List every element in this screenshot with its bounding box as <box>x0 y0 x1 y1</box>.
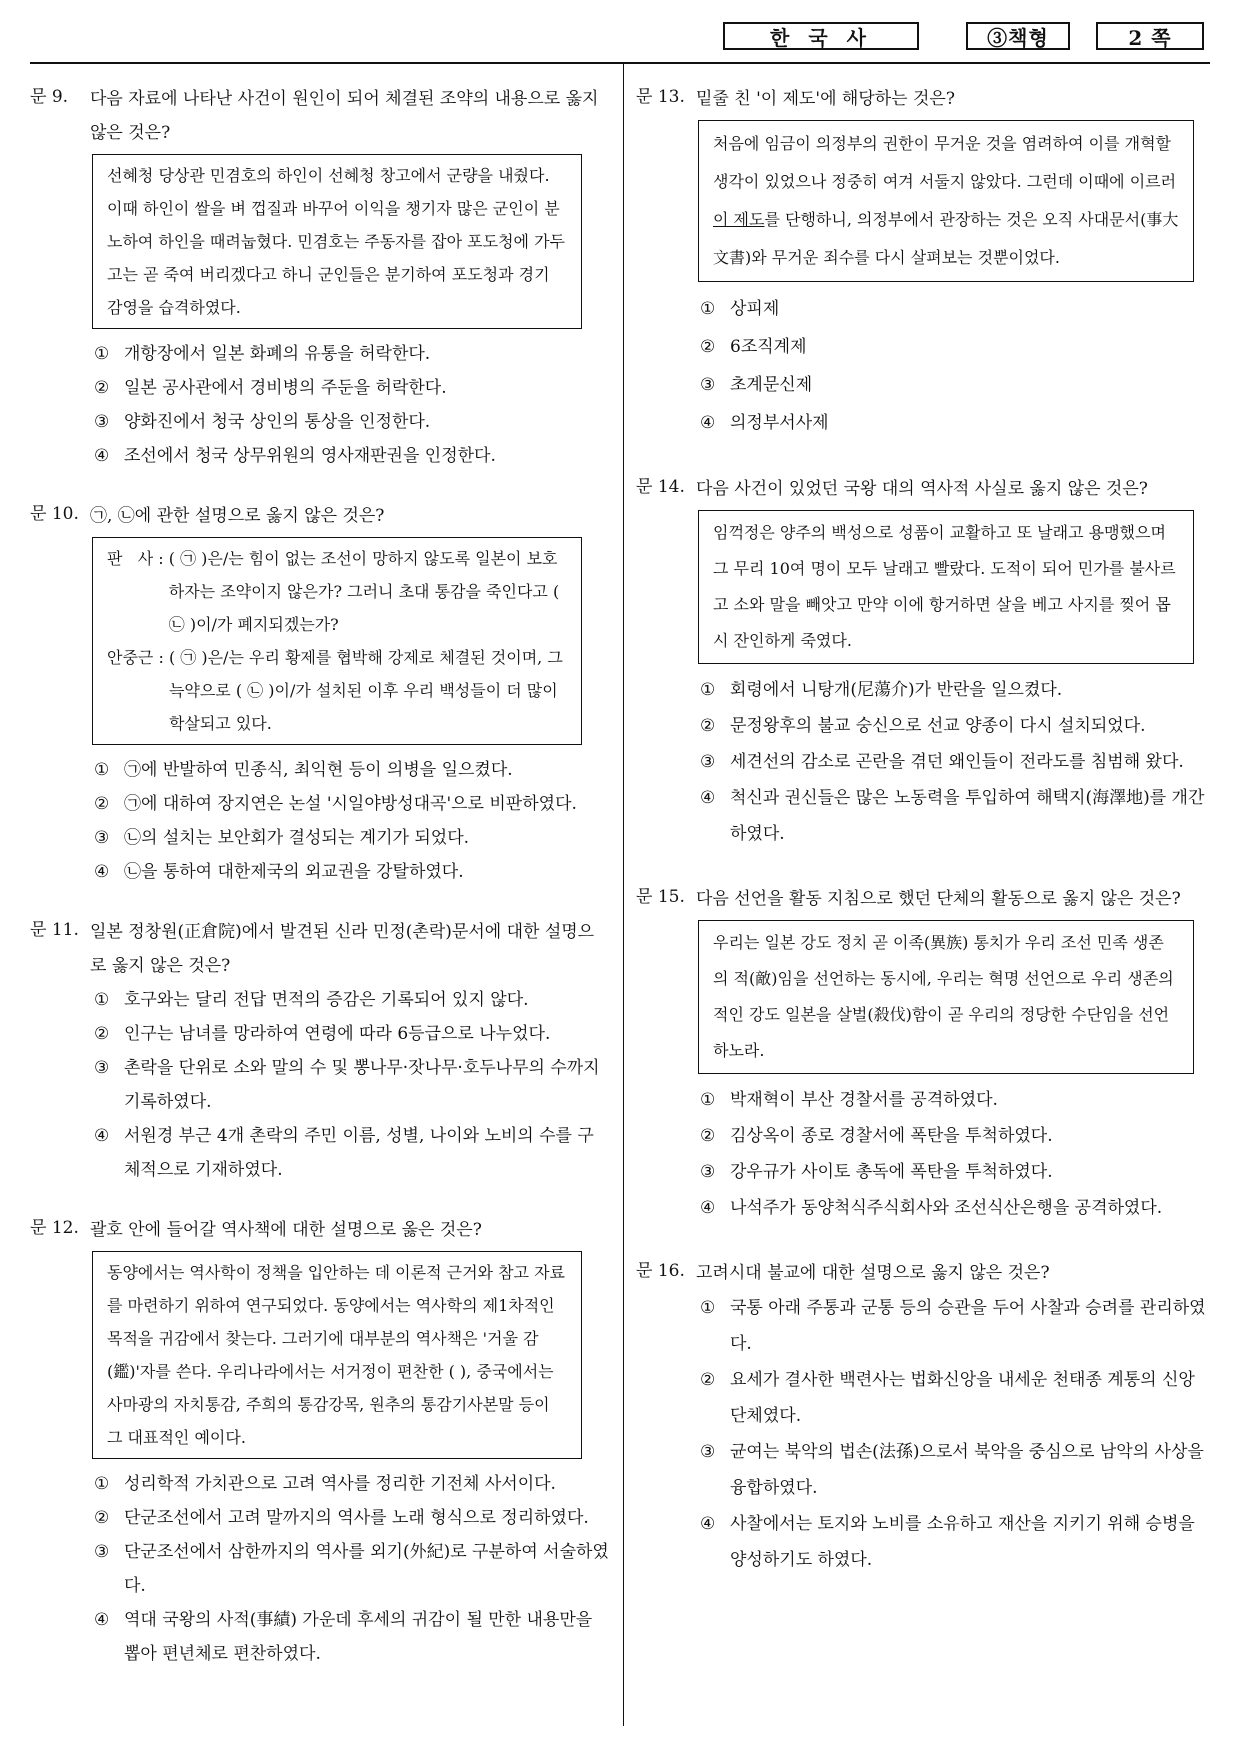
question-9 <box>30 82 610 473</box>
option-mark: ④ <box>94 446 110 466</box>
question-text: 고려시대 불교에 대한 설명으로 옳지 않은 것은? <box>696 1263 1050 1283</box>
question-number: 문 13. <box>636 87 685 107</box>
question-text: 일본 정창원(正倉院)에서 발견된 신라 민정(촌락)문서에 대한 설명으로 옳지 않은 것은? <box>90 922 595 976</box>
option-3[interactable] <box>696 1434 1210 1506</box>
option-1[interactable] <box>90 1467 610 1501</box>
question-number: 문 12. <box>30 1218 79 1238</box>
option-3[interactable] <box>90 405 610 439</box>
option-text: 국통 아래 주통과 군통 등의 승관을 두어 사찰과 승려를 관리하였다. <box>730 1298 1206 1354</box>
option-text: 문정왕후의 불교 숭신으로 선교 양종이 다시 설치되었다. <box>730 716 1146 736</box>
option-text: 서원경 부근 4개 촌락의 주민 이름, 성별, 나이와 노비의 수를 구체적으로 기재하였다. <box>124 1126 594 1180</box>
option-mark: ③ <box>700 1442 716 1462</box>
question-15 <box>636 882 1210 1226</box>
option-text: 조선에서 청국 상무위원의 영사재판권을 인정한다. <box>124 446 496 466</box>
option-mark: ③ <box>94 1542 110 1562</box>
option-text: 성리학적 가치관으로 고려 역사를 정리한 기전체 사서이다. <box>124 1474 556 1494</box>
question-number: 문 9. <box>30 87 69 107</box>
option-mark: ④ <box>700 788 716 808</box>
question-text: ㉠, ㉡에 관한 설명으로 옳지 않은 것은? <box>90 506 385 526</box>
option-text: 척신과 권신들은 많은 노동력을 투입하여 해택지(海澤地)를 개간하였다. <box>730 788 1205 844</box>
option-4[interactable] <box>90 439 610 473</box>
right-column <box>636 82 1210 1578</box>
speaker-text: ( ㉠ )은/는 힘이 없는 조선이 망하지 않도록 일본이 보호하자는 조약이지 않은가? 그러니 초대 통감을 죽인다고 ( ㉡ )이/가 폐지되겠는가? <box>168 549 560 634</box>
option-text: 강우규가 사이토 총독에 폭탄을 투척하였다. <box>730 1162 1053 1182</box>
subject-title: 한 국 사 <box>770 25 872 50</box>
column-divider <box>623 64 624 1726</box>
option-mark: ④ <box>94 1610 110 1630</box>
option-mark: ④ <box>700 1514 716 1534</box>
question-text: 다음 선언을 활동 지침으로 했던 단체의 활동으로 옳지 않은 것은? <box>696 889 1181 909</box>
option-text: ㉡의 설치는 보안회가 결성되는 계기가 되었다. <box>124 828 470 848</box>
option-text: ㉡을 통하여 대한제국의 외교권을 강탈하였다. <box>124 862 464 882</box>
option-mark: ④ <box>94 1126 110 1146</box>
option-mark: ③ <box>94 1058 110 1078</box>
option-3[interactable] <box>90 1535 610 1603</box>
option-4[interactable] <box>90 1603 610 1671</box>
option-2[interactable] <box>90 371 610 405</box>
source-box <box>698 920 1194 1074</box>
option-3[interactable] <box>90 1051 610 1119</box>
option-text: ㉠에 대하여 장지연은 논설 '시일야방성대곡'으로 비판하였다. <box>124 794 577 814</box>
source-box <box>92 1251 582 1459</box>
question-text: 밑줄 친 '이 제도'에 해당하는 것은? <box>696 89 955 109</box>
source-text: 우리는 일본 강도 정치 곧 이족(異族) 통치가 우리 조선 민족 생존의 적(敵)임을 선언하는 동시에, 우리는 혁명 선언으로 우리 생존의 적인 강도 일본을 살벌(殺伐)함이 곧 우리의 정당한 수단임을 선언하노라. <box>713 933 1174 1060</box>
question-12 <box>30 1213 610 1671</box>
option-text: 김상옥이 종로 경찰서에 폭탄을 투척하였다. <box>730 1126 1053 1146</box>
option-mark: ① <box>700 1298 716 1318</box>
option-text: 의정부서사제 <box>730 413 829 433</box>
question-13 <box>636 82 1210 442</box>
option-mark: ② <box>700 337 716 357</box>
option-2[interactable] <box>696 1362 1210 1434</box>
option-text: 역대 국왕의 사적(事績) 가운데 후세의 귀감이 될 만한 내용만을 뽑아 편년체로 편찬하였다. <box>124 1610 593 1664</box>
option-mark: ① <box>700 680 716 700</box>
option-mark: ③ <box>700 752 716 772</box>
option-mark: ① <box>700 1090 716 1110</box>
source-text: 임꺽정은 양주의 백성으로 성품이 교활하고 또 날래고 용맹했으며 그 무리 10여 명이 모두 날래고 빨랐다. 도적이 되어 민가를 불사르고 소와 말을 빼앗고 만약 이에 항거하면 살을 베고 사지를 찢어 몹시 잔인하게 죽였다. <box>713 523 1176 650</box>
question-number: 문 10. <box>30 504 79 524</box>
question-text: 다음 자료에 나타난 사건이 원인이 되어 체결된 조약의 내용으로 옳지 않은 것은? <box>90 89 599 143</box>
option-text: 촌락을 단위로 소와 말의 수 및 뽕나무·잣나무·호두나무의 수까지 기록하였다. <box>124 1058 600 1112</box>
question-10 <box>30 499 610 889</box>
option-mark: ② <box>700 1126 716 1146</box>
option-mark: ② <box>94 378 110 398</box>
option-3[interactable] <box>90 821 610 855</box>
form-type: ③책형 <box>987 25 1049 50</box>
option-3[interactable] <box>696 744 1210 780</box>
option-1[interactable] <box>90 983 610 1017</box>
left-column <box>30 82 610 1671</box>
option-mark: ① <box>94 1474 110 1494</box>
option-mark: ② <box>700 1370 716 1390</box>
option-mark: ① <box>94 760 110 780</box>
option-3[interactable] <box>696 1154 1210 1190</box>
option-mark: ③ <box>700 375 716 395</box>
option-1[interactable] <box>696 1082 1210 1118</box>
option-text: 단군조선에서 고려 말까지의 역사를 노래 형식으로 정리하였다. <box>124 1508 589 1528</box>
option-text: 개항장에서 일본 화폐의 유통을 허락한다. <box>124 344 431 364</box>
question-number: 문 16. <box>636 1261 685 1281</box>
option-text: 회령에서 니탕개(尼蕩介)가 반란을 일으켰다. <box>730 680 1063 700</box>
option-1[interactable] <box>696 1290 1210 1362</box>
option-text: ㉠에 반발하여 민종식, 최익현 등이 의병을 일으켰다. <box>124 760 513 780</box>
question-14 <box>636 472 1210 852</box>
option-1[interactable] <box>90 337 610 371</box>
question-text: 다음 사건이 있었던 국왕 대의 역사적 사실로 옳지 않은 것은? <box>696 479 1148 499</box>
option-4[interactable] <box>90 855 610 889</box>
source-box <box>92 537 582 745</box>
option-3[interactable] <box>696 366 1210 404</box>
option-mark: ① <box>94 344 110 364</box>
option-text: 호구와는 달리 전답 면적의 증감은 기록되어 있지 않다. <box>124 990 529 1010</box>
option-text: 양화진에서 청국 상인의 통상을 인정한다. <box>124 412 431 432</box>
option-2[interactable] <box>696 708 1210 744</box>
option-mark: ① <box>700 299 716 319</box>
speaker-label: 안중근 : <box>107 648 169 667</box>
source-text-before: 처음에 임금이 의정부의 권한이 무거운 것을 염려하여 이를 개혁할 생각이 있었으나 정중히 여겨 서둘지 않았다. 그런데 이때에 이르러 <box>713 134 1177 191</box>
question-11 <box>30 915 610 1187</box>
header-divider <box>30 62 1210 64</box>
option-mark: ② <box>94 1508 110 1528</box>
option-text: 단군조선에서 삼한까지의 역사를 외기(外紀)로 구분하여 서술하였다. <box>124 1542 609 1596</box>
speaker-text: ( ㉠ )은/는 우리 황제를 협박해 강제로 체결된 것이며, 그 늑약으로 ( ㉡ )이/가 설치된 이후 우리 백성들이 더 많이 학살되고 있다. <box>168 648 563 733</box>
option-mark: ④ <box>700 413 716 433</box>
underlined-term: 이 제도 <box>713 210 765 229</box>
option-mark: ② <box>94 1024 110 1044</box>
option-text: 일본 공사관에서 경비병의 주둔을 허락한다. <box>124 378 447 398</box>
question-number: 문 11. <box>30 920 79 940</box>
option-1[interactable] <box>90 753 610 787</box>
option-mark: ③ <box>700 1162 716 1182</box>
option-text: 균여는 북악의 법손(法孫)으로서 북악을 중심으로 남악의 사상을 융합하였다. <box>730 1442 1204 1498</box>
question-16 <box>636 1256 1210 1578</box>
option-1[interactable] <box>696 672 1210 708</box>
option-2[interactable] <box>696 328 1210 366</box>
source-text-after: 를 단행하니, 의정부에서 관장하는 것은 오직 사대문서(事大文書)와 무거운 죄수를 다시 살펴보는 것뿐이었다. <box>713 210 1179 267</box>
option-mark: ② <box>94 794 110 814</box>
option-1[interactable] <box>696 290 1210 328</box>
option-text: 상피제 <box>730 299 780 319</box>
option-mark: ③ <box>94 828 110 848</box>
page-box <box>1096 22 1204 50</box>
form-box <box>966 22 1070 50</box>
option-text: 요세가 결사한 백련사는 법화신앙을 내세운 천태종 계통의 신앙단체였다. <box>730 1370 1195 1426</box>
option-text: 세견선의 감소로 곤란을 겪던 왜인들이 전라도를 침범해 왔다. <box>730 752 1184 772</box>
subject-box <box>723 22 919 50</box>
option-text: 나석주가 동양척식주식회사와 조선식산은행을 공격하였다. <box>730 1198 1163 1218</box>
source-box <box>698 510 1194 664</box>
source-box <box>698 120 1194 282</box>
option-text: 인구는 남녀를 망라하여 연령에 따라 6등급으로 나누었다. <box>124 1024 551 1044</box>
page-number: 2 쪽 <box>1128 25 1172 50</box>
question-number: 문 14. <box>636 477 685 497</box>
option-4[interactable] <box>696 1190 1210 1226</box>
option-text: 초계문신제 <box>730 375 813 395</box>
option-text: 6조직계제 <box>730 337 807 357</box>
option-text: 사찰에서는 토지와 노비를 소유하고 재산을 지키기 위해 승병을 양성하기도 하였다. <box>730 1514 1195 1570</box>
dialogue-judge <box>107 542 567 641</box>
option-mark: ④ <box>94 862 110 882</box>
option-mark: ③ <box>94 412 110 432</box>
dialogue-ahn <box>107 641 567 740</box>
question-text: 괄호 안에 들어갈 역사책에 대한 설명으로 옳은 것은? <box>90 1220 482 1240</box>
option-2[interactable] <box>90 787 610 821</box>
source-text: 선혜청 당상관 민겸호의 하인이 선혜청 창고에서 군량을 내줬다. 이때 하인이 쌀을 벼 껍질과 바꾸어 이익을 챙기자 많은 군인이 분노하여 하인을 때려눕혔다. 민겸호는 주동자를 잡아 포도청에 가두고는 곧 죽여 버리겠다고 하니 군인들은 분기하여 포도청과 경기 감영을 습격하였다. <box>107 166 566 317</box>
option-2[interactable] <box>696 1118 1210 1154</box>
speaker-label: 판 사 : <box>107 549 169 568</box>
option-text: 박재혁이 부산 경찰서를 공격하였다. <box>730 1090 998 1110</box>
option-4[interactable] <box>90 1119 610 1187</box>
option-4[interactable] <box>696 404 1210 442</box>
option-2[interactable] <box>90 1017 610 1051</box>
option-mark: ④ <box>700 1198 716 1218</box>
source-text: 동양에서는 역사학이 정책을 입안하는 데 이론적 근거와 참고 자료를 마련하기 위하여 연구되었다. 동양에서는 역사학의 제1차적인 목적을 귀감에서 찾는다. 그러기에 대부분의 역사책은 '거울 감(鑑)'자를 쓴다. 우리나라에서는 서거정이 편찬한 ( ), 중국에서는 사마광의 자치통감, 주희의 통감강목, 원추의 통감기사본말 등이 그 대표적인 예이다. <box>107 1263 566 1447</box>
option-mark: ② <box>700 716 716 736</box>
option-4[interactable] <box>696 780 1210 852</box>
option-2[interactable] <box>90 1501 610 1535</box>
source-box <box>92 154 582 329</box>
option-mark: ① <box>94 990 110 1010</box>
option-4[interactable] <box>696 1506 1210 1578</box>
question-number: 문 15. <box>636 887 685 907</box>
